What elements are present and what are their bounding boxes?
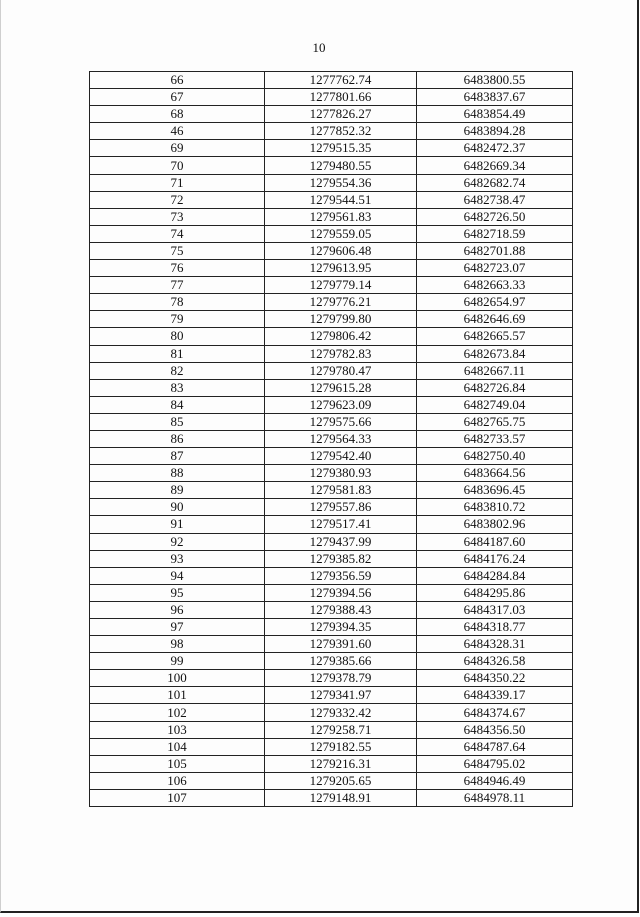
x-coordinate-cell: 1277852.32: [265, 123, 417, 140]
y-coordinate-cell: 6484328.31: [417, 636, 573, 653]
x-coordinate-cell: 1279356.59: [265, 567, 417, 584]
table-row: [90, 465, 573, 482]
table-row: [90, 191, 573, 208]
point-number-cell: 83: [90, 379, 265, 396]
point-number-cell: 68: [90, 106, 265, 123]
table-row: [90, 328, 573, 345]
point-number-cell: 78: [90, 294, 265, 311]
table-row: [90, 208, 573, 225]
point-number-cell: 101: [90, 687, 265, 704]
y-coordinate-cell: 6483810.72: [417, 499, 573, 516]
point-number-cell: 93: [90, 550, 265, 567]
y-coordinate-cell: 6484326.58: [417, 653, 573, 670]
point-number-cell: 75: [90, 242, 265, 259]
point-number-cell: 86: [90, 430, 265, 447]
x-coordinate-cell: 1279542.40: [265, 448, 417, 465]
x-coordinate-cell: 1279378.79: [265, 670, 417, 687]
x-coordinate-cell: 1277826.27: [265, 106, 417, 123]
y-coordinate-cell: 6483894.28: [417, 123, 573, 140]
y-coordinate-cell: 6482726.84: [417, 379, 573, 396]
x-coordinate-cell: 1279341.97: [265, 687, 417, 704]
table-row: [90, 89, 573, 106]
table-row: [90, 123, 573, 140]
page-number: 10: [312, 40, 326, 55]
x-coordinate-cell: 1279561.83: [265, 208, 417, 225]
table-row: [90, 242, 573, 259]
y-coordinate-cell: 6482472.37: [417, 140, 573, 157]
y-coordinate-cell: 6482673.84: [417, 345, 573, 362]
point-number-cell: 95: [90, 584, 265, 601]
x-coordinate-cell: 1279779.14: [265, 277, 417, 294]
x-coordinate-cell: 1279388.43: [265, 601, 417, 618]
y-coordinate-cell: 6484176.24: [417, 550, 573, 567]
y-coordinate-cell: 6482750.40: [417, 448, 573, 465]
point-number-cell: 102: [90, 704, 265, 721]
point-number-cell: 87: [90, 448, 265, 465]
point-number-cell: 106: [90, 772, 265, 789]
table-row: [90, 755, 573, 772]
point-number-cell: 107: [90, 789, 265, 806]
x-coordinate-cell: 1279564.33: [265, 430, 417, 447]
point-number-cell: 77: [90, 277, 265, 294]
x-coordinate-cell: 1279559.05: [265, 225, 417, 242]
y-coordinate-cell: 6484187.60: [417, 533, 573, 550]
point-number-cell: 98: [90, 636, 265, 653]
y-coordinate-cell: 6482723.07: [417, 260, 573, 277]
point-number-cell: 105: [90, 755, 265, 772]
y-coordinate-cell: 6482646.69: [417, 311, 573, 328]
x-coordinate-cell: 1279380.93: [265, 465, 417, 482]
table-row: [90, 533, 573, 550]
x-coordinate-cell: 1279780.47: [265, 362, 417, 379]
table-row: [90, 636, 573, 653]
y-coordinate-cell: 6483802.96: [417, 516, 573, 533]
table-row: [90, 653, 573, 670]
y-coordinate-cell: 6484350.22: [417, 670, 573, 687]
y-coordinate-cell: 6482733.57: [417, 430, 573, 447]
point-number-cell: 66: [90, 72, 265, 89]
x-coordinate-cell: 1279517.41: [265, 516, 417, 533]
y-coordinate-cell: 6482718.59: [417, 225, 573, 242]
table-row: [90, 294, 573, 311]
x-coordinate-cell: 1279515.35: [265, 140, 417, 157]
table-row: [90, 584, 573, 601]
y-coordinate-cell: 6484284.84: [417, 567, 573, 584]
x-coordinate-cell: 1277762.74: [265, 72, 417, 89]
y-coordinate-cell: 6482765.75: [417, 413, 573, 430]
coordinates-table: [89, 71, 573, 807]
y-coordinate-cell: 6483854.49: [417, 106, 573, 123]
x-coordinate-cell: 1279557.86: [265, 499, 417, 516]
y-coordinate-cell: 6482749.04: [417, 396, 573, 413]
table-row: [90, 225, 573, 242]
table-row: [90, 106, 573, 123]
point-number-cell: 69: [90, 140, 265, 157]
table-row: [90, 413, 573, 430]
y-coordinate-cell: 6484295.86: [417, 584, 573, 601]
point-number-cell: 80: [90, 328, 265, 345]
x-coordinate-cell: 1279385.82: [265, 550, 417, 567]
table-row: [90, 396, 573, 413]
y-coordinate-cell: 6484318.77: [417, 619, 573, 636]
point-number-cell: 46: [90, 123, 265, 140]
point-number-cell: 94: [90, 567, 265, 584]
y-coordinate-cell: 6484795.02: [417, 755, 573, 772]
point-number-cell: 89: [90, 482, 265, 499]
point-number-cell: 82: [90, 362, 265, 379]
point-number-cell: 67: [90, 89, 265, 106]
x-coordinate-cell: 1279205.65: [265, 772, 417, 789]
x-coordinate-cell: 1279216.31: [265, 755, 417, 772]
y-coordinate-cell: 6482663.33: [417, 277, 573, 294]
table-row: [90, 670, 573, 687]
y-coordinate-cell: 6482665.57: [417, 328, 573, 345]
point-number-cell: 96: [90, 601, 265, 618]
x-coordinate-cell: 1279258.71: [265, 721, 417, 738]
x-coordinate-cell: 1279776.21: [265, 294, 417, 311]
x-coordinate-cell: 1279394.56: [265, 584, 417, 601]
y-coordinate-cell: 6484339.17: [417, 687, 573, 704]
point-number-cell: 71: [90, 174, 265, 191]
point-number-cell: 85: [90, 413, 265, 430]
x-coordinate-cell: 1279606.48: [265, 242, 417, 259]
x-coordinate-cell: 1279575.66: [265, 413, 417, 430]
x-coordinate-cell: 1279581.83: [265, 482, 417, 499]
point-number-cell: 99: [90, 653, 265, 670]
table-row: [90, 516, 573, 533]
point-number-cell: 97: [90, 619, 265, 636]
table-row: [90, 550, 573, 567]
point-number-cell: 100: [90, 670, 265, 687]
y-coordinate-cell: 6482701.88: [417, 242, 573, 259]
point-number-cell: 74: [90, 225, 265, 242]
x-coordinate-cell: 1279391.60: [265, 636, 417, 653]
point-number-cell: 70: [90, 157, 265, 174]
x-coordinate-cell: 1279385.66: [265, 653, 417, 670]
table-row: [90, 619, 573, 636]
x-coordinate-cell: 1279613.95: [265, 260, 417, 277]
table-row: [90, 362, 573, 379]
table-row: [90, 174, 573, 191]
x-coordinate-cell: 1279806.42: [265, 328, 417, 345]
point-number-cell: 90: [90, 499, 265, 516]
point-number-cell: 88: [90, 465, 265, 482]
table-row: [90, 260, 573, 277]
x-coordinate-cell: 1277801.66: [265, 89, 417, 106]
table-row: [90, 789, 573, 806]
table-row: [90, 72, 573, 89]
x-coordinate-cell: 1279799.80: [265, 311, 417, 328]
y-coordinate-cell: 6482738.47: [417, 191, 573, 208]
y-coordinate-cell: 6482667.11: [417, 362, 573, 379]
y-coordinate-cell: 6482654.97: [417, 294, 573, 311]
y-coordinate-cell: 6484317.03: [417, 601, 573, 618]
point-number-cell: 84: [90, 396, 265, 413]
table-row: [90, 379, 573, 396]
y-coordinate-cell: 6484356.50: [417, 721, 573, 738]
table-row: [90, 277, 573, 294]
x-coordinate-cell: 1279480.55: [265, 157, 417, 174]
point-number-cell: 76: [90, 260, 265, 277]
table-row: [90, 499, 573, 516]
y-coordinate-cell: 6483696.45: [417, 482, 573, 499]
x-coordinate-cell: 1279332.42: [265, 704, 417, 721]
y-coordinate-cell: 6482669.34: [417, 157, 573, 174]
y-coordinate-cell: 6484978.11: [417, 789, 573, 806]
point-number-cell: 72: [90, 191, 265, 208]
table-row: [90, 772, 573, 789]
y-coordinate-cell: 6482682.74: [417, 174, 573, 191]
x-coordinate-cell: 1279554.36: [265, 174, 417, 191]
y-coordinate-cell: 6484946.49: [417, 772, 573, 789]
table-row: [90, 345, 573, 362]
y-coordinate-cell: 6483837.67: [417, 89, 573, 106]
y-coordinate-cell: 6483800.55: [417, 72, 573, 89]
table-row: [90, 567, 573, 584]
point-number-cell: 81: [90, 345, 265, 362]
point-number-cell: 91: [90, 516, 265, 533]
x-coordinate-cell: 1279782.83: [265, 345, 417, 362]
point-number-cell: 73: [90, 208, 265, 225]
table-row: [90, 704, 573, 721]
y-coordinate-cell: 6482726.50: [417, 208, 573, 225]
point-number-cell: 92: [90, 533, 265, 550]
table-row: [90, 601, 573, 618]
coordinates-table-body: [90, 72, 573, 807]
point-number-cell: 79: [90, 311, 265, 328]
table-row: [90, 482, 573, 499]
x-coordinate-cell: 1279148.91: [265, 789, 417, 806]
table-row: [90, 430, 573, 447]
x-coordinate-cell: 1279394.35: [265, 619, 417, 636]
table-row: [90, 157, 573, 174]
x-coordinate-cell: 1279437.99: [265, 533, 417, 550]
table-row: [90, 738, 573, 755]
y-coordinate-cell: 6484787.64: [417, 738, 573, 755]
point-number-cell: 103: [90, 721, 265, 738]
table-row: [90, 687, 573, 704]
x-coordinate-cell: 1279623.09: [265, 396, 417, 413]
y-coordinate-cell: 6483664.56: [417, 465, 573, 482]
table-row: [90, 721, 573, 738]
point-number-cell: 104: [90, 738, 265, 755]
table-row: [90, 448, 573, 465]
y-coordinate-cell: 6484374.67: [417, 704, 573, 721]
table-row: [90, 311, 573, 328]
x-coordinate-cell: 1279544.51: [265, 191, 417, 208]
x-coordinate-cell: 1279615.28: [265, 379, 417, 396]
table-row: [90, 140, 573, 157]
x-coordinate-cell: 1279182.55: [265, 738, 417, 755]
